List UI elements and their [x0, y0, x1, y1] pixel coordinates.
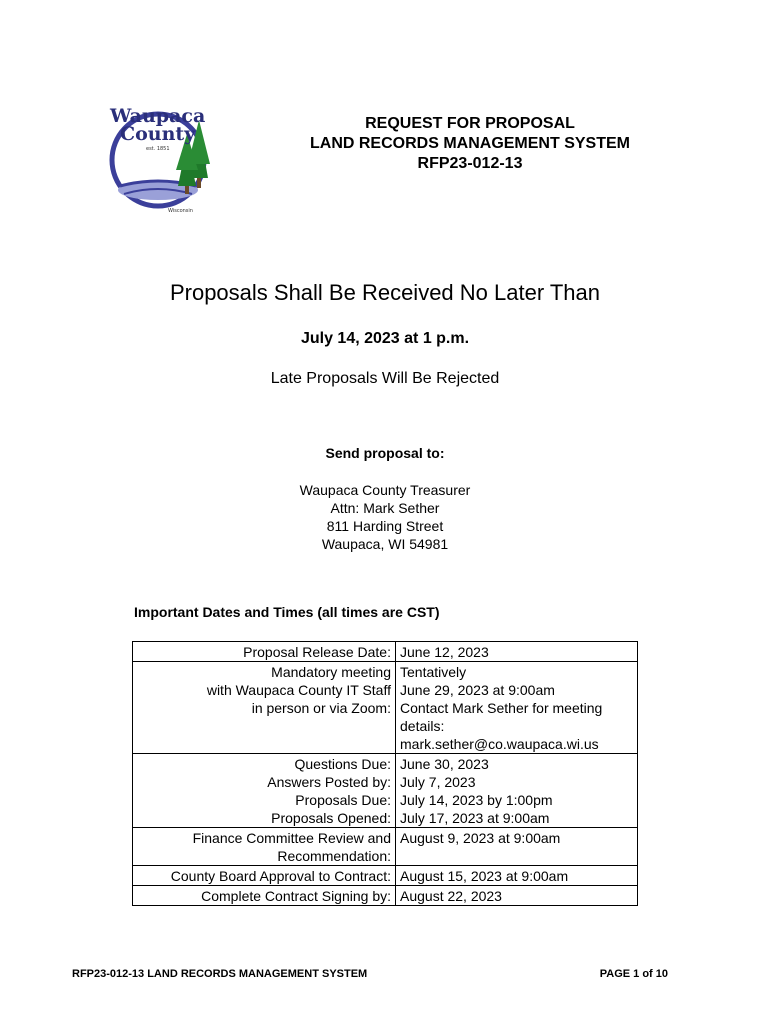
table-row: [133, 642, 638, 662]
date-value-cell: August 22, 2023: [396, 886, 638, 906]
rfp-header: [230, 114, 710, 174]
contact-email: mark.sether@co.waupaca.wi.us: [400, 736, 599, 752]
date-value-cell: June 30, 2023 July 7, 2023 July 14, 2023 by 1:00pm July 17, 2023 at 9:00am: [396, 754, 638, 828]
important-dates-table: [132, 641, 638, 906]
county-seal-icon: [104, 98, 222, 216]
dates-heading: Important Dates and Times (all times are CST): [134, 604, 440, 620]
address-line: Attn: Mark Sether: [330, 500, 440, 516]
table-row: [133, 828, 638, 866]
rfp-title: REQUEST FOR PROPOSAL: [365, 115, 575, 132]
rfp-subject: LAND RECORDS MANAGEMENT SYSTEM: [309, 135, 630, 152]
address-line: Waupaca County Treasurer: [299, 482, 471, 498]
date-label-cell: County Board Approval to Contract:: [133, 866, 396, 886]
footer-page-number: PAGE 1 of 10: [599, 968, 668, 980]
date-value-cell: June 12, 2023: [396, 642, 638, 662]
date-value-cell: August 15, 2023 at 9:00am: [396, 866, 638, 886]
date-label-cell: Proposal Release Date:: [133, 642, 396, 662]
send-to-label: Send proposal to:: [325, 445, 445, 461]
submission-deadline: July 14, 2023 at 1 p.m.: [300, 330, 470, 347]
date-label-cell: Finance Committee Review and Recommendation:: [133, 828, 396, 866]
address-line: 811 Harding Street: [326, 518, 444, 534]
county-logo: [104, 98, 222, 216]
svg-text:County: County: [120, 123, 196, 145]
date-label-cell: Complete Contract Signing by:: [133, 886, 396, 906]
svg-text:Waupaca: Waupaca: [110, 105, 206, 127]
rfp-number: RFP23-012-13: [417, 155, 523, 172]
svg-text:Wisconsin: Wisconsin: [168, 208, 193, 214]
table-row: [133, 754, 638, 828]
late-notice: Late Proposals Will Be Rejected: [270, 370, 500, 387]
date-label-cell: Mandatory meeting with Waupaca County IT Staff in person or via Zoom:: [133, 662, 396, 754]
table-row: [133, 866, 638, 886]
date-value-cell: Tentatively June 29, 2023 at 9:00am Contact Mark Sether for meeting details: mark.sether@co.waupaca.wi.us: [396, 662, 638, 754]
date-label-cell: Questions Due: Answers Posted by: Proposals Due: Proposals Opened:: [133, 754, 396, 828]
submission-headline: Proposals Shall Be Received No Later Than: [169, 280, 601, 305]
mailing-address: [0, 481, 770, 553]
address-line: Waupaca, WI 54981: [321, 536, 449, 552]
footer-document-title: RFP23-012-13 LAND RECORDS MANAGEMENT SYSTEM: [72, 968, 368, 980]
date-value-cell: August 9, 2023 at 9:00am: [396, 828, 638, 866]
svg-text:est. 1851: est. 1851: [146, 146, 170, 152]
table-row: [133, 886, 638, 906]
table-row: [133, 662, 638, 754]
